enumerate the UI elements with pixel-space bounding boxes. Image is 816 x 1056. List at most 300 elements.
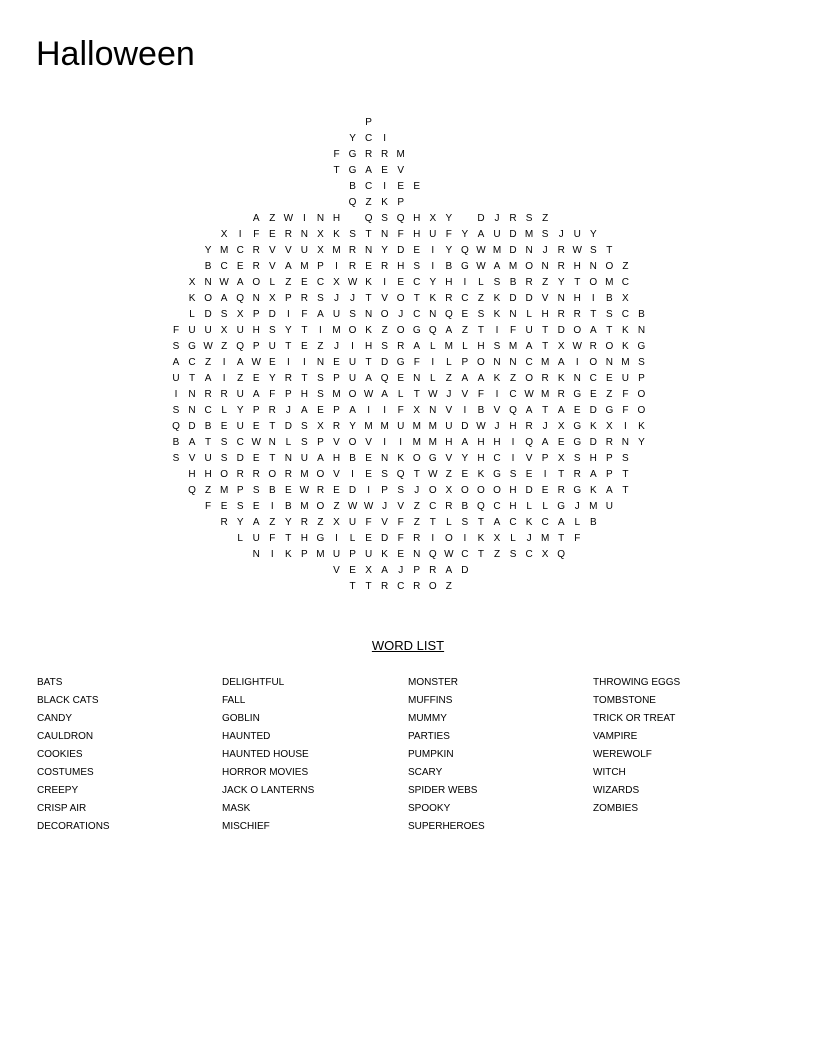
grid-letter: U — [397, 421, 405, 432]
grid-letter: H — [188, 469, 196, 480]
grid-letter: Z — [509, 373, 517, 384]
grid-letter: P — [365, 117, 372, 128]
grid-letter: E — [461, 309, 469, 320]
grid-letter: B — [204, 421, 212, 432]
grid-letter: M — [300, 261, 309, 272]
word-list-item: MUMMY — [408, 713, 447, 724]
grid-letter: S — [573, 453, 581, 464]
grid-letter: O — [493, 485, 501, 496]
grid-letter: Z — [205, 357, 212, 368]
grid-letter: R — [364, 149, 373, 160]
grid-letter: Z — [365, 197, 372, 208]
grid-letter: V — [365, 437, 372, 448]
grid-letter: Q — [477, 501, 485, 512]
grid-letter: S — [301, 421, 308, 432]
grid-letter: N — [637, 325, 646, 336]
grid-letter: V — [268, 245, 276, 256]
grid-letter: A — [236, 357, 244, 368]
grid-letter: D — [461, 565, 469, 576]
word-list-item: WIZARDS — [593, 785, 640, 796]
grid-letter: F — [397, 517, 404, 528]
grid-letter: W — [251, 357, 261, 368]
word-list-item: GOBLIN — [222, 713, 260, 724]
grid-letter: C — [509, 389, 517, 400]
grid-letter: O — [444, 533, 453, 544]
grid-letter: M — [428, 421, 437, 432]
grid-letter: G — [557, 501, 566, 512]
grid-letter: E — [268, 229, 276, 240]
grid-letter: F — [253, 229, 260, 240]
grid-letter: R — [220, 389, 228, 400]
grid-letter: K — [381, 197, 388, 208]
grid-letter: L — [510, 533, 516, 544]
grid-letter: D — [589, 405, 597, 416]
grid-letter: H — [541, 309, 549, 320]
grid-letter: A — [252, 517, 260, 528]
grid-letter: T — [333, 165, 340, 176]
grid-letter: J — [414, 485, 420, 496]
grid-letter: I — [463, 405, 467, 416]
grid-letter: C — [413, 309, 421, 320]
grid-letter: I — [351, 469, 354, 480]
grid-letter: O — [268, 469, 277, 480]
grid-letter: Q — [236, 293, 245, 304]
grid-letter: R — [252, 261, 260, 272]
grid-letter: A — [493, 517, 501, 528]
word-list-item: TOMBSTONE — [593, 695, 656, 706]
grid-letter: S — [349, 309, 356, 320]
grid-letter: G — [573, 421, 582, 432]
grid-letter: B — [268, 485, 276, 496]
grid-letter: O — [477, 485, 485, 496]
grid-letter: P — [301, 549, 308, 560]
grid-letter: Z — [269, 213, 276, 224]
grid-letter: T — [413, 469, 420, 480]
word-list-item: BATS — [37, 677, 63, 688]
grid-letter: O — [204, 293, 212, 304]
grid-letter: C — [525, 549, 533, 560]
grid-letter: T — [429, 517, 436, 528]
grid-letter: E — [397, 549, 405, 560]
grid-letter: B — [589, 517, 597, 528]
grid-letter: R — [605, 437, 613, 448]
grid-letter: E — [252, 373, 260, 384]
word-list-item: CAULDRON — [37, 731, 94, 742]
grid-letter: Y — [349, 133, 356, 144]
grid-letter: Y — [285, 517, 292, 528]
grid-letter: X — [317, 245, 324, 256]
word-list-item: HAUNTED HOUSE — [222, 749, 309, 760]
grid-letter: U — [332, 309, 341, 320]
grid-letter: I — [270, 501, 274, 512]
grid-letter: M — [332, 389, 341, 400]
grid-letter: A — [365, 373, 372, 384]
grid-letter: L — [397, 389, 404, 400]
grid-letter: S — [172, 341, 180, 352]
grid-letter: P — [606, 469, 613, 480]
grid-letter: A — [252, 389, 260, 400]
grid-letter: G — [188, 341, 196, 352]
grid-letter: U — [445, 421, 453, 432]
grid-letter: H — [332, 213, 341, 224]
grid-letter: M — [540, 533, 550, 544]
grid-letter: S — [220, 309, 228, 320]
grid-letter: D — [204, 309, 212, 320]
grid-letter: T — [477, 549, 484, 560]
grid-letter: P — [252, 405, 260, 416]
grid-letter: V — [397, 501, 405, 512]
grid-letter: K — [365, 325, 372, 336]
grid-letter: C — [220, 261, 228, 272]
grid-letter: E — [236, 261, 244, 272]
grid-letter: T — [413, 293, 420, 304]
grid-letter: N — [525, 245, 533, 256]
grid-letter: B — [172, 437, 180, 448]
grid-letter: Z — [413, 517, 420, 528]
grid-letter: R — [589, 341, 597, 352]
grid-letter: H — [332, 453, 341, 464]
grid-letter: S — [493, 341, 501, 352]
grid-letter: O — [316, 501, 325, 512]
grid-letter: A — [525, 341, 533, 352]
grid-letter: Q — [444, 309, 453, 320]
grid-letter: H — [509, 421, 517, 432]
grid-letter: H — [252, 325, 260, 336]
grid-letter: R — [525, 277, 533, 288]
grid-letter: A — [589, 325, 597, 336]
grid-letter: B — [285, 501, 292, 512]
grid-letter: D — [589, 437, 597, 448]
grid-letter: L — [574, 517, 581, 528]
grid-letter: U — [300, 245, 308, 256]
word-list-item: COOKIES — [37, 749, 83, 760]
grid-letter: S — [381, 341, 388, 352]
grid-letter: S — [638, 357, 645, 368]
grid-letter: T — [558, 469, 565, 480]
grid-letter: N — [541, 261, 549, 272]
grid-letter: L — [478, 277, 484, 288]
grid-letter: A — [477, 229, 485, 240]
grid-letter: D — [461, 421, 469, 432]
grid-letter: L — [430, 373, 436, 384]
grid-letter: T — [477, 517, 484, 528]
grid-letter: D — [477, 213, 485, 224]
grid-letter: O — [589, 277, 598, 288]
grid-letter: C — [621, 309, 629, 320]
grid-letter: S — [317, 293, 324, 304]
grid-letter: E — [285, 485, 292, 496]
grid-letter: M — [540, 357, 550, 368]
grid-letter: D — [557, 325, 565, 336]
grid-letter: Q — [396, 213, 405, 224]
grid-letter: U — [429, 229, 437, 240]
grid-letter: N — [268, 437, 276, 448]
grid-letter: K — [477, 469, 485, 480]
grid-letter: O — [348, 389, 357, 400]
grid-letter: U — [348, 517, 357, 528]
grid-letter: U — [332, 549, 341, 560]
grid-letter: T — [477, 325, 484, 336]
grid-letter: S — [622, 453, 629, 464]
grid-letter: I — [238, 229, 242, 240]
grid-letter: R — [445, 293, 453, 304]
grid-letter: C — [589, 373, 597, 384]
grid-letter: X — [429, 213, 437, 224]
grid-letter: I — [383, 133, 387, 144]
grid-letter: E — [573, 405, 581, 416]
grid-letter: I — [431, 357, 435, 368]
grid-letter: I — [591, 293, 595, 304]
grid-letter: L — [462, 341, 468, 352]
grid-letter: B — [349, 181, 356, 192]
grid-letter: F — [622, 389, 629, 400]
grid-letter: T — [542, 325, 549, 336]
grid-letter: T — [622, 469, 629, 480]
word-list-item: JACK O LANTERNS — [222, 785, 315, 796]
grid-letter: B — [461, 501, 469, 512]
grid-letter: A — [557, 357, 565, 368]
grid-letter: I — [463, 533, 467, 544]
grid-letter: S — [236, 501, 244, 512]
grid-letter: W — [203, 341, 213, 352]
grid-letter: S — [252, 485, 260, 496]
grid-letter: J — [526, 533, 532, 544]
grid-letter: E — [301, 341, 308, 352]
grid-letter: X — [493, 533, 501, 544]
grid-letter: U — [300, 453, 308, 464]
grid-letter: K — [285, 549, 292, 560]
grid-letter: E — [301, 277, 308, 288]
grid-letter: J — [398, 565, 404, 576]
page-title: Halloween — [36, 35, 195, 73]
grid-letter: A — [493, 261, 501, 272]
grid-letter: U — [236, 389, 244, 400]
grid-letter: P — [285, 389, 292, 400]
grid-letter: Z — [317, 517, 324, 528]
grid-letter: S — [317, 373, 324, 384]
grid-letter: P — [317, 261, 324, 272]
grid-letter: H — [413, 213, 421, 224]
word-list-item: PUMPKIN — [408, 749, 454, 760]
word-list-item: SCARY — [408, 767, 443, 778]
grid-letter: N — [284, 453, 292, 464]
grid-letter: U — [605, 501, 613, 512]
grid-letter: T — [542, 405, 549, 416]
grid-letter: O — [316, 469, 325, 480]
grid-letter: J — [350, 293, 356, 304]
grid-letter: D — [397, 245, 405, 256]
grid-letter: E — [349, 565, 356, 576]
grid-letter: N — [364, 309, 373, 320]
grid-letter: P — [285, 293, 292, 304]
grid-letter: Q — [364, 213, 373, 224]
grid-letter: N — [413, 549, 421, 560]
grid-letter: D — [348, 485, 357, 496]
grid-letter: P — [461, 357, 469, 368]
grid-letter: T — [269, 453, 276, 464]
grid-letter: X — [606, 421, 613, 432]
grid-letter: W — [428, 469, 438, 480]
grid-letter: I — [303, 357, 306, 368]
grid-letter: H — [573, 293, 581, 304]
grid-letter: I — [222, 373, 226, 384]
grid-letter: A — [477, 373, 485, 384]
grid-letter: M — [316, 549, 325, 560]
grid-letter: T — [188, 373, 196, 384]
grid-letter: C — [493, 453, 501, 464]
grid-letter: A — [188, 437, 196, 448]
grid-letter: N — [381, 453, 389, 464]
grid-letter: I — [335, 533, 338, 544]
grid-letter: Q — [557, 549, 566, 560]
grid-letter: Z — [542, 277, 549, 288]
grid-letter: D — [509, 245, 517, 256]
grid-letter: J — [285, 405, 291, 416]
grid-letter: I — [383, 181, 387, 192]
grid-letter: I — [383, 277, 387, 288]
word-list-item: CRISP AIR — [37, 803, 87, 814]
grid-letter: A — [525, 405, 533, 416]
grid-letter: E — [397, 277, 405, 288]
grid-letter: X — [622, 293, 629, 304]
grid-letter: O — [637, 389, 646, 400]
grid-letter: X — [220, 325, 228, 336]
grid-letter: Y — [461, 453, 469, 464]
grid-letter: K — [622, 325, 629, 336]
grid-letter: I — [431, 245, 435, 256]
grid-letter: V — [525, 453, 533, 464]
grid-letter: S — [301, 437, 308, 448]
grid-letter: M — [332, 325, 341, 336]
grid-letter: L — [430, 341, 436, 352]
grid-letter: F — [269, 533, 276, 544]
grid-letter: P — [606, 453, 613, 464]
grid-letter: A — [461, 373, 469, 384]
grid-letter: I — [431, 261, 435, 272]
grid-letter: H — [300, 389, 308, 400]
grid-letter: A — [236, 277, 244, 288]
grid-letter: U — [204, 453, 212, 464]
grid-letter: U — [348, 373, 357, 384]
grid-letter: A — [381, 565, 388, 576]
grid-letter: P — [252, 309, 260, 320]
grid-letter: N — [316, 357, 325, 368]
grid-letter: Y — [589, 229, 597, 240]
grid-letter: U — [236, 421, 244, 432]
grid-letter: Z — [205, 485, 212, 496]
grid-letter: Z — [542, 213, 549, 224]
grid-letter: A — [285, 261, 292, 272]
grid-letter: O — [525, 261, 533, 272]
grid-letter: H — [364, 341, 373, 352]
grid-letter: A — [317, 309, 324, 320]
word-list-item: SUPERHEROES — [408, 821, 485, 832]
grid-letter: L — [221, 405, 227, 416]
grid-letter: R — [541, 373, 549, 384]
grid-letter: N — [381, 229, 389, 240]
grid-letter: E — [268, 357, 276, 368]
grid-letter: O — [348, 325, 357, 336]
grid-letter: V — [268, 261, 276, 272]
grid-letter: L — [237, 533, 243, 544]
grid-letter: H — [477, 453, 485, 464]
grid-letter: S — [589, 245, 597, 256]
grid-letter: K — [493, 293, 501, 304]
grid-letter: L — [269, 277, 276, 288]
grid-letter: X — [220, 229, 228, 240]
grid-letter: F — [397, 533, 404, 544]
grid-letter: Y — [461, 229, 469, 240]
grid-letter: T — [285, 533, 292, 544]
grid-letter: X — [317, 421, 324, 432]
grid-letter: D — [284, 421, 292, 432]
grid-letter: D — [268, 309, 276, 320]
grid-letter: P — [236, 485, 244, 496]
grid-letter: Y — [204, 245, 212, 256]
grid-letter: M — [412, 437, 421, 448]
grid-letter: I — [286, 357, 290, 368]
grid-letter: E — [589, 389, 597, 400]
grid-letter: N — [364, 245, 373, 256]
grid-letter: K — [365, 277, 372, 288]
grid-letter: W — [363, 501, 374, 512]
grid-letter: F — [365, 517, 372, 528]
grid-letter: G — [493, 469, 501, 480]
grid-letter: K — [525, 517, 533, 528]
grid-letter: C — [236, 245, 244, 256]
grid-letter: K — [589, 421, 597, 432]
grid-letter: E — [606, 373, 613, 384]
grid-letter: O — [348, 437, 357, 448]
grid-letter: N — [429, 405, 437, 416]
grid-letter: W — [476, 245, 486, 256]
grid-letter: R — [252, 469, 260, 480]
word-list-item: MUFFINS — [408, 695, 453, 706]
grid-letter: Y — [445, 213, 453, 224]
grid-letter: V — [493, 405, 501, 416]
grid-letter: Z — [317, 341, 324, 352]
grid-letter: Z — [333, 501, 340, 512]
grid-letter: B — [606, 293, 613, 304]
grid-letter: I — [335, 261, 338, 272]
grid-letter: H — [477, 341, 485, 352]
grid-letter: U — [348, 357, 357, 368]
grid-letter: M — [524, 229, 534, 240]
grid-letter: I — [399, 437, 403, 448]
grid-letter: T — [558, 533, 565, 544]
grid-letter: K — [333, 229, 340, 240]
grid-letter: H — [445, 277, 453, 288]
word-list-item: CREEPY — [37, 785, 79, 796]
grid-letter: M — [589, 501, 598, 512]
grid-letter: U — [236, 325, 244, 336]
grid-letter: I — [270, 549, 274, 560]
grid-letter: S — [413, 261, 421, 272]
grid-letter: V — [445, 405, 453, 416]
grid-letter: M — [605, 277, 614, 288]
grid-letter: U — [621, 373, 629, 384]
word-list-item: TRICK OR TREAT — [593, 713, 676, 724]
grid-letter: W — [363, 389, 374, 400]
grid-letter: J — [494, 213, 500, 224]
grid-letter: C — [621, 277, 629, 288]
grid-letter: M — [364, 421, 373, 432]
grid-letter: A — [204, 373, 212, 384]
grid-letter: Z — [622, 261, 629, 272]
grid-letter: C — [525, 357, 533, 368]
grid-letter: R — [300, 293, 308, 304]
grid-letter: T — [574, 277, 581, 288]
